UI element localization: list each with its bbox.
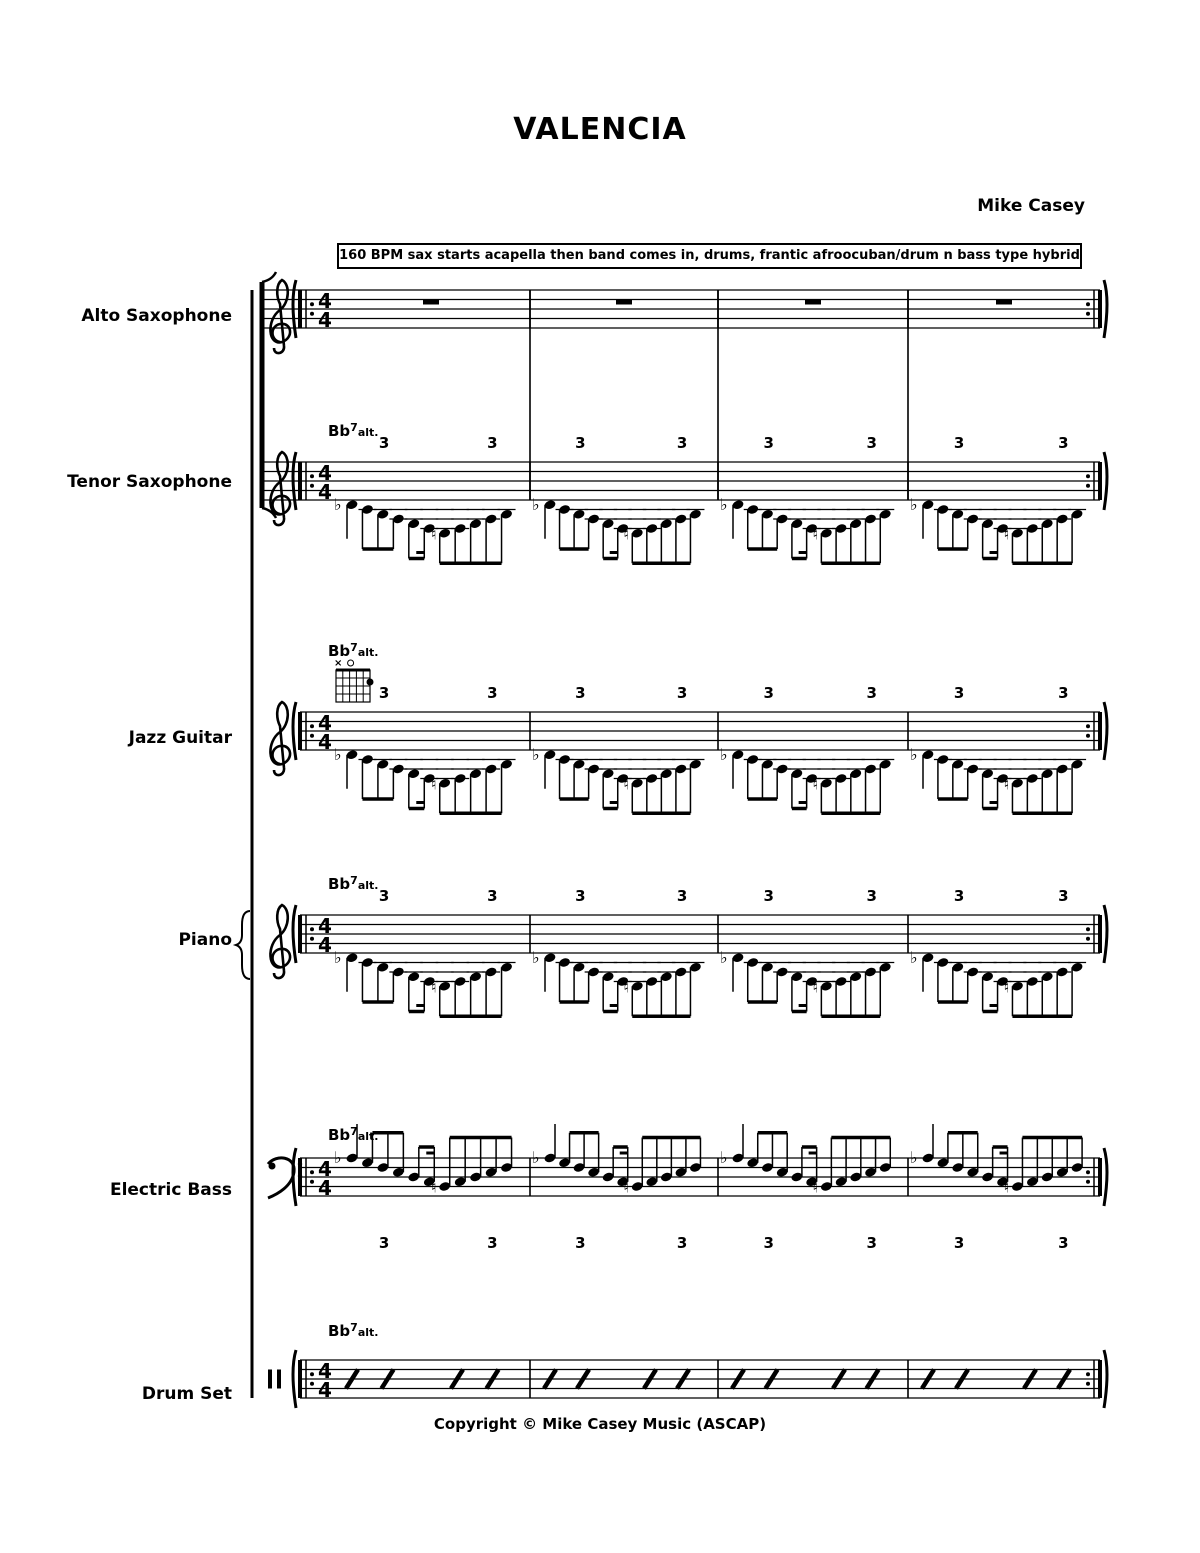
repeat-bracket-left xyxy=(293,702,296,760)
tuplet-number: 3 xyxy=(1058,684,1069,702)
repeat-dot xyxy=(1086,937,1090,941)
repeat-bracket-right xyxy=(1104,280,1107,338)
repeat-dot xyxy=(1086,484,1090,488)
natural-accidental: ♮ xyxy=(430,774,437,794)
natural-accidental: ♮ xyxy=(623,977,629,997)
natural-accidental: ♮ xyxy=(812,524,819,544)
tuplet-number: 3 xyxy=(866,887,877,905)
repeat-dot xyxy=(310,734,314,738)
flat-accidental: ♭ xyxy=(532,1148,540,1167)
repeat-bracket-left xyxy=(293,1148,296,1206)
treble-clef-icon xyxy=(270,280,290,353)
copyright: Copyright © Mike Casey Music (ASCAP) xyxy=(433,1415,767,1433)
repeat-dot xyxy=(1086,724,1090,728)
natural-accidental: ♮ xyxy=(430,1177,437,1197)
bracket-top-hook xyxy=(262,272,276,282)
repeat-dot xyxy=(310,302,314,306)
tuplet-number: 3 xyxy=(763,434,774,452)
tuplet-number: 3 xyxy=(953,1234,965,1252)
time-signature-bottom: 4 xyxy=(318,933,332,958)
repeat-bracket-right xyxy=(1104,905,1107,963)
instrument-label-tenor-sax: Tenor Saxophone xyxy=(67,472,232,492)
repeat-dot xyxy=(1086,1180,1090,1184)
flat-accidental: ♭ xyxy=(532,744,540,764)
tuplet-number: 3 xyxy=(378,1234,390,1252)
tuplet-number: 3 xyxy=(763,684,774,702)
treble-clef-icon xyxy=(270,905,290,978)
tuplet-number: 3 xyxy=(575,434,586,452)
instrument-label-alto-sax: Alto Saxophone xyxy=(81,306,232,326)
repeat-bracket-right xyxy=(1104,452,1107,510)
repeat-bracket-left xyxy=(293,1350,296,1408)
repeat-dot xyxy=(1086,734,1090,738)
repeat-dot xyxy=(1086,474,1090,478)
repeat-dot xyxy=(1086,302,1090,306)
natural-accidental: ♮ xyxy=(812,774,819,794)
tuplet-number: 3 xyxy=(676,887,688,905)
time-signature-bottom: 4 xyxy=(318,308,332,333)
tuplet-number: 3 xyxy=(487,887,498,905)
flat-accidental: ♭ xyxy=(334,494,342,514)
treble-clef-icon xyxy=(270,702,290,775)
chord-symbol: $Bb^7_{alt.}$ xyxy=(328,1125,379,1144)
natural-accidental: ♮ xyxy=(430,977,437,997)
repeat-dot xyxy=(310,312,314,316)
natural-accidental: ♮ xyxy=(623,524,629,544)
natural-accidental: ♮ xyxy=(1003,774,1010,794)
flat-accidental: ♭ xyxy=(910,947,918,967)
tuplet-number: 3 xyxy=(575,684,586,702)
repeat-bracket-right xyxy=(1104,1350,1107,1408)
staves xyxy=(236,272,1107,1408)
flat-accidental: ♭ xyxy=(910,494,918,514)
chord-symbol: $Bb^7_{alt.}$ xyxy=(328,874,379,893)
tempo-marking: 160 BPM sax starts acapella then band comes in, drums, frantic afroocuban/drum n bass type hybrid xyxy=(337,243,1082,269)
instrument-label-electric-bass: Electric Bass xyxy=(109,1180,232,1200)
percussion-clef-icon xyxy=(277,1370,281,1389)
flat-accidental: ♭ xyxy=(910,1148,918,1167)
natural-accidental: ♮ xyxy=(1003,977,1010,997)
tuplet-number: 3 xyxy=(378,434,390,452)
repeat-bracket-left xyxy=(293,905,296,963)
natural-accidental: ♮ xyxy=(812,977,819,997)
percussion-clef-icon xyxy=(268,1370,272,1389)
natural-accidental: ♮ xyxy=(1003,524,1010,544)
natural-accidental: ♮ xyxy=(430,524,437,544)
time-signature-bottom: 4 xyxy=(318,1176,332,1201)
repeat-bracket-right xyxy=(1104,702,1107,760)
repeat-dot xyxy=(310,484,314,488)
tuplet-number: 3 xyxy=(676,1234,688,1252)
tuplet-number: 3 xyxy=(1058,1234,1069,1252)
time-signature-top: 4 xyxy=(318,289,332,314)
score-title: VALENCIA xyxy=(513,112,687,147)
repeat-dot xyxy=(310,724,314,728)
time-signature-top: 4 xyxy=(318,711,332,736)
flat-accidental: ♭ xyxy=(720,744,728,764)
tuplet-number: 3 xyxy=(487,1234,498,1252)
tuplet-number: 3 xyxy=(866,684,877,702)
tuplet-number: 3 xyxy=(763,887,774,905)
tuplet-number: 3 xyxy=(953,684,965,702)
tuplet-number: 3 xyxy=(763,1234,774,1252)
repeat-dot xyxy=(310,937,314,941)
natural-accidental: ♮ xyxy=(1003,1177,1010,1197)
whole-rest xyxy=(805,300,821,305)
composer: Mike Casey xyxy=(977,196,1085,216)
repeat-dot xyxy=(310,1180,314,1184)
flat-accidental: ♭ xyxy=(720,494,728,514)
tuplet-number: 3 xyxy=(953,887,965,905)
time-signature-bottom: 4 xyxy=(318,1378,332,1403)
repeat-dot xyxy=(310,1372,314,1376)
natural-accidental: ♮ xyxy=(623,774,629,794)
chord-symbol: $Bb^7_{alt.}$ xyxy=(328,1321,379,1340)
chord-diagram-open xyxy=(348,660,354,666)
chord-symbol: $Bb^7_{alt.}$ xyxy=(328,641,379,660)
flat-accidental: ♭ xyxy=(334,1148,342,1167)
bass-clef-dot xyxy=(269,1163,276,1170)
tuplet-number: 3 xyxy=(378,887,390,905)
whole-rest xyxy=(423,300,439,305)
repeat-dot xyxy=(1086,1382,1090,1386)
tuplet-number: 3 xyxy=(676,684,688,702)
time-signature-top: 4 xyxy=(318,1359,332,1384)
whole-rest xyxy=(996,300,1012,305)
time-signature-top: 4 xyxy=(318,461,332,486)
whole-rest xyxy=(616,300,632,305)
tuplet-number: 3 xyxy=(487,434,498,452)
time-signature-bottom: 4 xyxy=(318,480,332,505)
flat-accidental: ♭ xyxy=(532,947,540,967)
tuplet-number: 3 xyxy=(378,684,390,702)
chord-diagram-mute: × xyxy=(334,658,343,669)
flat-accidental: ♭ xyxy=(334,744,342,764)
instrument-label-jazz-guitar: Jazz Guitar xyxy=(128,728,232,748)
tuplet-number: 3 xyxy=(575,1234,586,1252)
tuplet-number: 3 xyxy=(1058,434,1069,452)
repeat-dot xyxy=(1086,312,1090,316)
natural-accidental: ♮ xyxy=(812,1177,819,1197)
repeat-dot xyxy=(310,1170,314,1174)
flat-accidental: ♭ xyxy=(720,947,728,967)
repeat-bracket-right xyxy=(1104,1148,1107,1206)
tuplet-number: 3 xyxy=(953,434,965,452)
piano-brace xyxy=(236,911,250,979)
repeat-dot xyxy=(1086,1372,1090,1376)
tuplet-number: 3 xyxy=(575,887,586,905)
tuplet-number: 3 xyxy=(1058,887,1069,905)
instrument-label-drum-set: Drum Set xyxy=(141,1384,232,1404)
flat-accidental: ♭ xyxy=(532,494,540,514)
time-signature-bottom: 4 xyxy=(318,730,332,755)
repeat-dot xyxy=(310,927,314,931)
tuplet-number: 3 xyxy=(866,1234,877,1252)
flat-accidental: ♭ xyxy=(720,1148,728,1167)
chord-symbol: $Bb^7_{alt.}$ xyxy=(328,421,379,440)
repeat-dot xyxy=(310,1382,314,1386)
repeat-dot xyxy=(1086,927,1090,931)
repeat-dot xyxy=(310,474,314,478)
natural-accidental: ♮ xyxy=(623,1177,629,1197)
flat-accidental: ♭ xyxy=(910,744,918,764)
instrument-label-piano: Piano xyxy=(178,930,232,950)
repeat-dot xyxy=(1086,1170,1090,1174)
tuplet-number: 3 xyxy=(676,434,688,452)
flat-accidental: ♭ xyxy=(334,947,342,967)
chord-diagram-finger xyxy=(367,679,374,686)
time-signature-top: 4 xyxy=(318,914,332,939)
tuplet-number: 3 xyxy=(487,684,498,702)
tuplet-number: 3 xyxy=(866,434,877,452)
time-signature-top: 4 xyxy=(318,1157,332,1182)
